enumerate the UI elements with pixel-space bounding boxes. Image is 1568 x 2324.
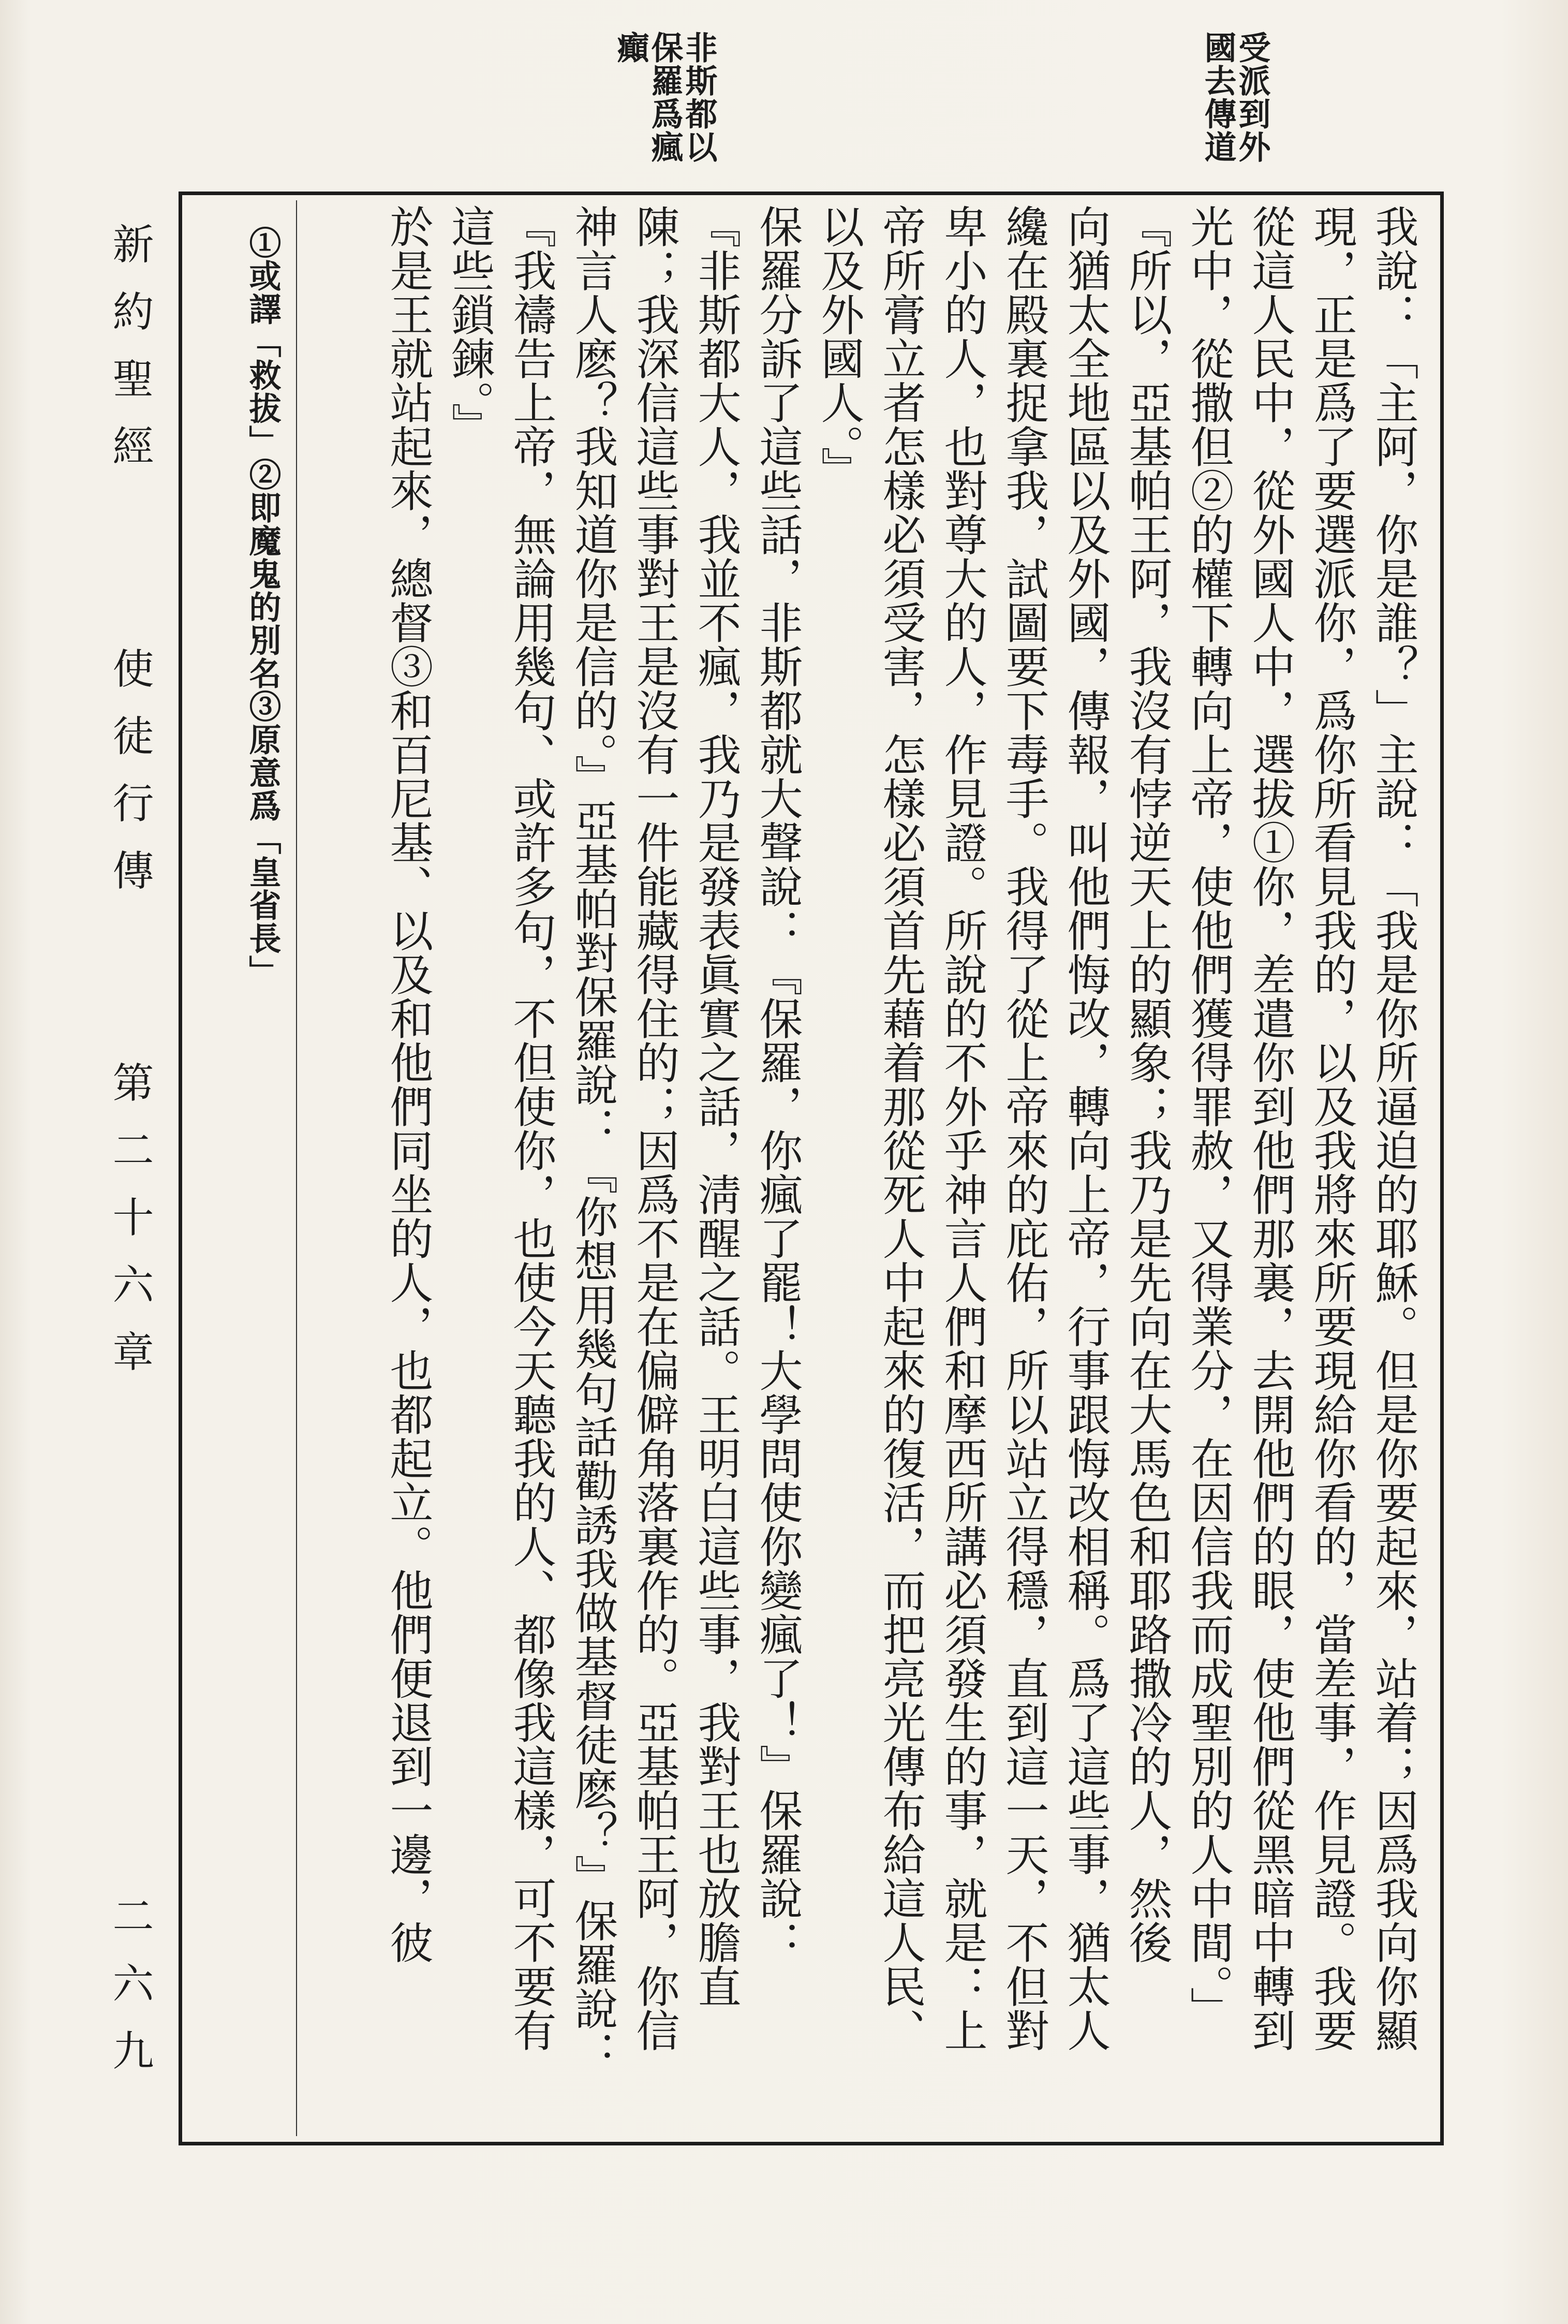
- text-line: 從這人民中，從外國人中，選拔①你，差遣你到他們那裏，去開他們的眼，使他們從黑暗中轉到: [1245, 204, 1296, 2052]
- text-line: 纔在殿裏捉拿我，試圖要下毒手。我得了從上帝來的庇佑，所以站立得穩，直到這一天，不但對: [999, 204, 1049, 2052]
- side-heading-line: 保羅爲瘋: [646, 31, 684, 164]
- text-line: 以及外國人。』: [814, 204, 865, 491]
- text-line: 神言人麽？我知道你是信的。』亞基帕對保羅說：『你想用幾句話勸誘我做基督徒麽？』保羅說：: [568, 204, 618, 2075]
- text-line: 帝所膏立者怎樣必須受害，怎樣必須首先藉着那從死人中起來的復活，而把亮光傳布給這人民、: [876, 204, 926, 2052]
- text-line: 卑小的人，也對尊大的人，作見證。所說的不外乎神言人們和摩西所講必須發生的事，就是：上: [937, 204, 988, 2052]
- text-frame: [179, 192, 1444, 2145]
- chapter-label: 第二十六章: [106, 1061, 154, 1398]
- text-line: 『我禱告上帝，無論用幾句、或許多句，不但使你，也使今天聽我的人、都像我這樣，可不要有: [506, 204, 557, 2052]
- footnotes: ①或譯「救拔」②即魔鬼的別名③原意爲「皇省長」: [244, 226, 282, 988]
- text-line: 現，正是爲了要選派你，爲你所看見我的，以及我將來所要現給你看的，當差事，作見證。我要: [1307, 204, 1357, 2052]
- side-heading-line: 癲: [612, 31, 649, 64]
- side-heading-sent-abroad: [1201, 31, 1269, 164]
- book-title: 新約聖經: [106, 223, 154, 492]
- side-heading-line: 受派到外: [1233, 31, 1271, 164]
- text-line: 於是王就站起來，總督③和百尼基、以及和他們同坐的人，也都起立。他們便退到一邊，彼: [383, 204, 434, 1964]
- text-line: 我說：「主阿，你是誰？」主說：「我是你所逼迫的耶穌。但是你要起來，站着；因爲我向你顯: [1368, 204, 1419, 2052]
- text-line: 光中，從撒但②的權下轉向上帝，使他們獲得罪赦，又得業分，在因信我而成聖別的人中間。」: [1184, 204, 1234, 2031]
- text-line: 保羅分訴了這些話，非斯都就大聲說：『保羅，你瘋了罷！大學問使你變瘋了！』保羅說：: [752, 204, 803, 1964]
- section-title: 使徒行傳: [106, 647, 154, 916]
- side-heading-festus: [613, 31, 716, 164]
- text-line: 『所以，亞基帕王阿，我沒有悖逆天上的顯象；我乃是先向在大馬色和耶路撒冷的人，然後: [1122, 204, 1173, 1964]
- text-line: 向猶太全地區以及外國，傳報，叫他們悔改，轉向上帝，行事跟悔改相稱。爲了這些事，猶太人: [1060, 204, 1111, 2052]
- scripture-text: [373, 204, 1419, 2114]
- side-heading-line: 非斯都以: [680, 31, 718, 164]
- footnote-divider: [296, 200, 297, 2136]
- text-line: 『非斯都大人，我並不瘋，我乃是發表眞實之話，淸醒之話。王明白這些事，我對王也放膽直: [691, 204, 742, 2008]
- side-heading-line: 國去傳道: [1199, 31, 1237, 164]
- page-number: 二六九: [106, 1894, 154, 2096]
- text-line: 這些鎖鍊。』: [445, 204, 495, 447]
- text-line: 陳；我深信這些事對王是沒有一件能藏得住的；因爲不是在偏僻角落裏作的。亞基帕王阿，你信: [629, 204, 680, 2052]
